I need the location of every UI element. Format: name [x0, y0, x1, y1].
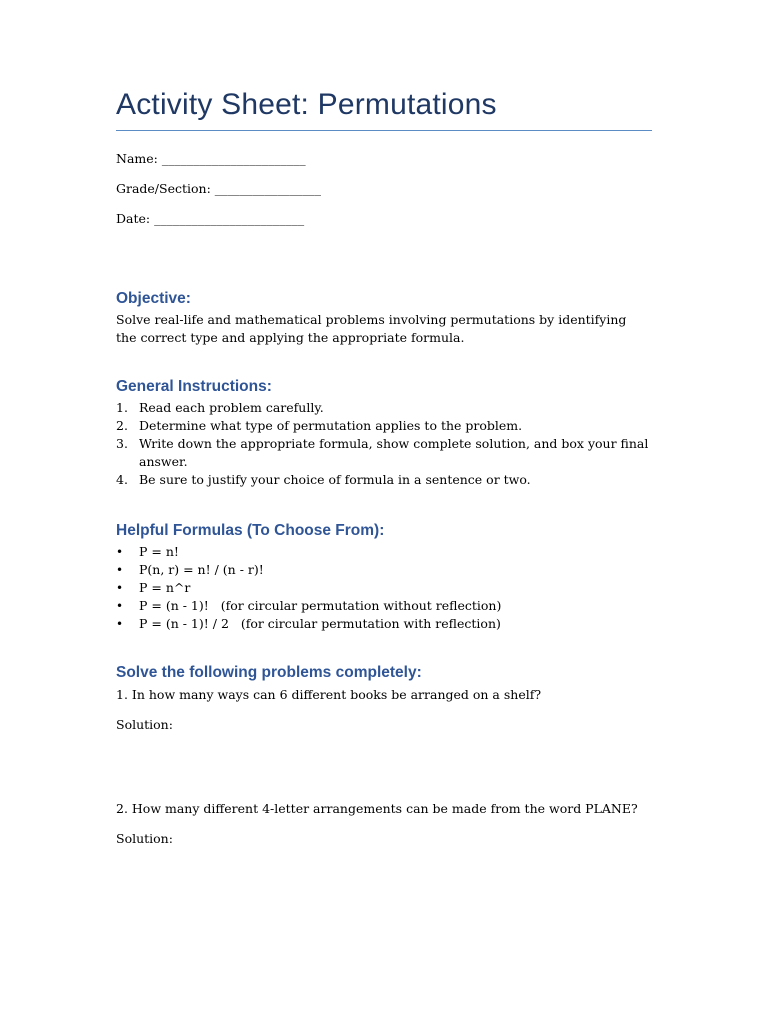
name-field: Name: _______________________: [116, 151, 306, 166]
list-text: Determine what type of permutation applies to the problem.: [139, 418, 523, 433]
page-title: Activity Sheet: Permutations: [116, 88, 497, 121]
list-number: 1.: [116, 400, 128, 415]
bullet-icon: •: [116, 563, 124, 577]
list-number: 2.: [116, 418, 128, 433]
bullet-icon: •: [116, 545, 124, 559]
list-text: Write down the appropriate formula, show complete solution, and box your final answer.: [139, 436, 649, 469]
list-number: 4.: [116, 472, 128, 487]
formula-text: P = n^r: [139, 580, 191, 595]
date-field: Date: ________________________: [116, 211, 305, 226]
list-item: [116, 435, 652, 471]
list-text: Be sure to justify your choice of formula in a sentence or two.: [139, 472, 531, 487]
list-item: [116, 543, 652, 561]
bullet-icon: •: [116, 617, 124, 631]
objective-text: Solve real-life and mathematical problems involving permutations by identifying the correct type and applying the appropriate formula.: [116, 312, 627, 345]
list-item: [116, 417, 652, 435]
list-item: [116, 471, 652, 489]
formulas-heading: Helpful Formulas (To Choose From):: [116, 522, 385, 539]
formula-text: P = (n - 1)! (for circular permutation without reflection): [139, 598, 502, 613]
instructions-heading: General Instructions:: [116, 378, 272, 395]
problems-heading: Solve the following problems completely:: [116, 664, 422, 681]
problem-1-solution-label: Solution:: [116, 717, 173, 732]
problem-2-question: 2. How many different 4-letter arrangements can be made from the word PLANE?: [116, 801, 638, 816]
list-item: [116, 597, 652, 615]
objective-heading: Objective:: [116, 290, 191, 307]
list-item: [116, 615, 652, 633]
list-text: Read each problem carefully.: [139, 400, 324, 415]
formula-text: P(n, r) = n! / (n - r)!: [139, 562, 264, 577]
list-item: [116, 579, 652, 597]
bullet-icon: •: [116, 599, 124, 613]
title-underline: [116, 130, 652, 131]
formulas-list: [116, 543, 652, 633]
list-item: [116, 561, 652, 579]
problem-1-question: 1. In how many ways can 6 different books be arranged on a shelf?: [116, 687, 542, 702]
problem-2-solution-label: Solution:: [116, 831, 173, 846]
formula-text: P = n!: [139, 544, 179, 559]
list-number: 3.: [116, 436, 128, 451]
bullet-icon: •: [116, 581, 124, 595]
formula-text: P = (n - 1)! / 2 (for circular permutation with reflection): [139, 616, 501, 631]
instructions-list: [116, 399, 652, 489]
grade-section-field: Grade/Section: _________________: [116, 181, 322, 196]
list-item: [116, 399, 652, 417]
